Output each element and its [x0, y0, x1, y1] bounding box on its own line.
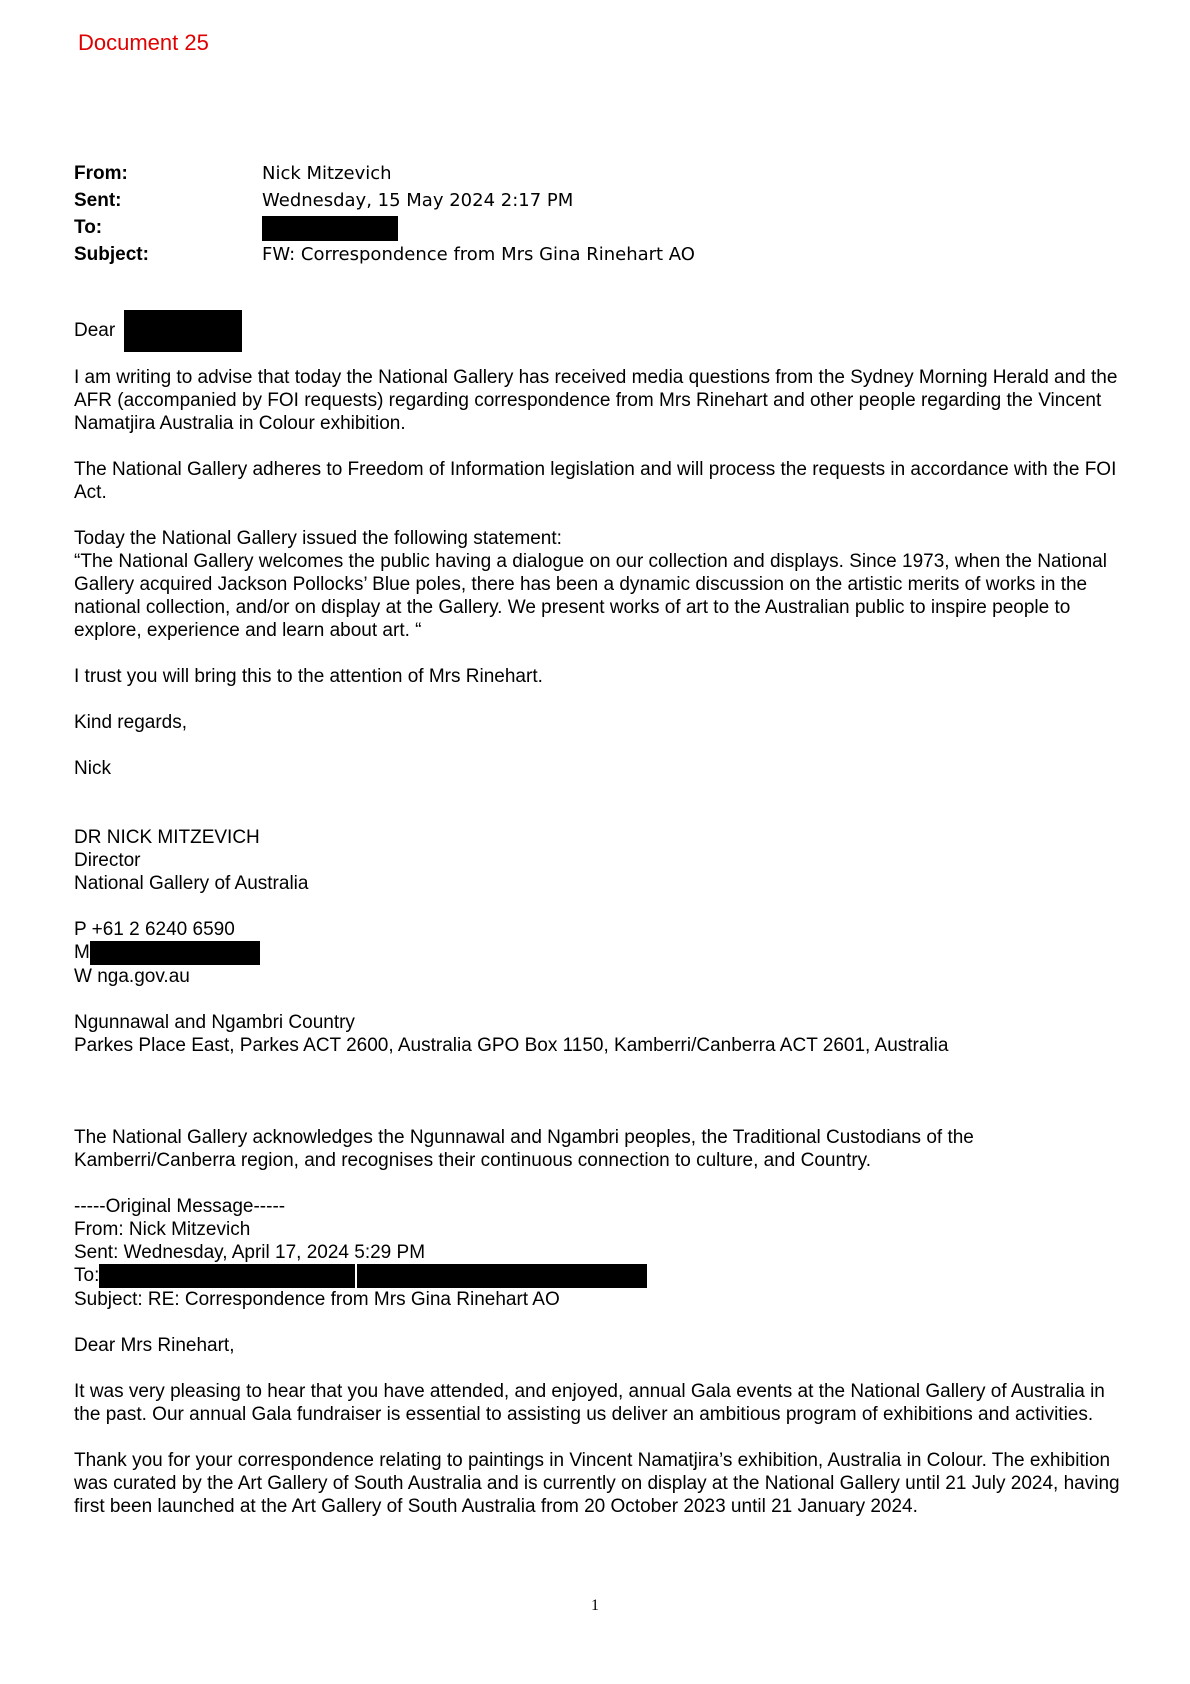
original-greeting: Dear Mrs Rinehart, [74, 1335, 235, 1356]
signature-title: Director [74, 850, 141, 871]
from-value: Nick Mitzevich [262, 163, 392, 184]
paragraph: It was very pleasing to hear that you have attended, and enjoyed, annual Gala events at the National Gallery of Australia in the past. Our annual Gala fundraiser is essential to assisting us deliver an ambitious program of exhibitions and activities. [74, 1381, 1105, 1425]
original-to-row [74, 1264, 1124, 1288]
original-sent: Sent: Wednesday, April 17, 2024 5:29 PM [74, 1242, 426, 1263]
paragraph: Thank you for your correspondence relating to paintings in Vincent Namatjira’s exhibition, Australia in Colour. The exhibition was curated by the Art Gallery of South Australia and is currently on display at the National Gallery until 21 July 2024, having first been launched at the Art Gallery of South Australia from 20 October 2023 until 21 January 2024. [74, 1450, 1120, 1517]
paragraph: I am writing to advise that today the National Gallery has received media questions from the Sydney Morning Herald and the AFR (accompanied by FOI requests) regarding correspondence from Mrs Rinehart and other people regarding the Vincent Namatjira Australia in Colour exhibition. [74, 367, 1118, 434]
address-line: Parkes Place East, Parkes ACT 2600, Australia GPO Box 1150, Kamberri/Canberra ACT 2601, Australia [74, 1035, 949, 1056]
original-to-label: To: [74, 1265, 100, 1287]
original-from: From: Nick Mitzevich [74, 1219, 251, 1240]
greeting-line [74, 310, 1124, 352]
original-subject: Subject: RE: Correspondence from Mrs Gina Rinehart AO [74, 1289, 560, 1310]
original-message-header [74, 1195, 1124, 1311]
from-label: From: [74, 163, 128, 184]
redaction-block [124, 310, 242, 352]
address-block [74, 1011, 1124, 1057]
statement-quote: “The National Gallery welcomes the public having a dialogue on our collection and displays. Since 1973, when the National Gallery acquired Jackson Pollocks’ Blue poles, there has been a dynamic discussion on the artistic merits of works in the national collection, and/or on display at the Gallery. We present works of art to the Australian public to inspire people to explore, experience and learn about art. “ [74, 551, 1107, 641]
statement-block [74, 527, 1124, 642]
subject-label: Subject: [74, 244, 149, 265]
redaction-block [262, 216, 398, 241]
page-number: 1 [591, 1597, 599, 1614]
country-line: Ngunnawal and Ngambri Country [74, 1012, 355, 1033]
signer-first-name: Nick [74, 758, 111, 779]
phone-line: P +61 2 6240 6590 [74, 919, 235, 940]
statement-intro: Today the National Gallery issued the following statement: [74, 528, 562, 549]
paragraph: The National Gallery adheres to Freedom of Information legislation and will process the requests in accordance with the FOI Act. [74, 459, 1117, 503]
original-divider: -----Original Message----- [74, 1196, 286, 1217]
signature-name: DR NICK MITZEVICH [74, 827, 260, 848]
signature-org: National Gallery of Australia [74, 873, 309, 894]
to-value-redacted [262, 214, 398, 241]
document-label: Document 25 [78, 30, 209, 55]
signature-block [74, 826, 1124, 895]
acknowledgement: The National Gallery acknowledges the Ngunnawal and Ngambri peoples, the Traditional Custodians of the Kamberri/Canberra region, and recognises their continuous connection to culture, and Country. [74, 1127, 974, 1171]
web-line: W nga.gov.au [74, 966, 190, 987]
to-label: To: [74, 217, 103, 238]
sent-label: Sent: [74, 190, 122, 211]
email-body [74, 310, 1124, 1541]
mobile-label: M [74, 942, 90, 964]
sign-off: Kind regards, [74, 712, 188, 733]
contact-block [74, 918, 1124, 988]
redaction-block [357, 1264, 647, 1288]
redaction-block [90, 941, 260, 965]
subject-value: FW: Correspondence from Mrs Gina Rinehart AO [262, 244, 695, 265]
paragraph: I trust you will bring this to the attention of Mrs Rinehart. [74, 666, 543, 687]
redaction-block [99, 1264, 355, 1288]
sent-value: Wednesday, 15 May 2024 2:17 PM [262, 190, 574, 211]
greeting: Dear [74, 320, 116, 342]
mobile-line [74, 941, 1124, 965]
